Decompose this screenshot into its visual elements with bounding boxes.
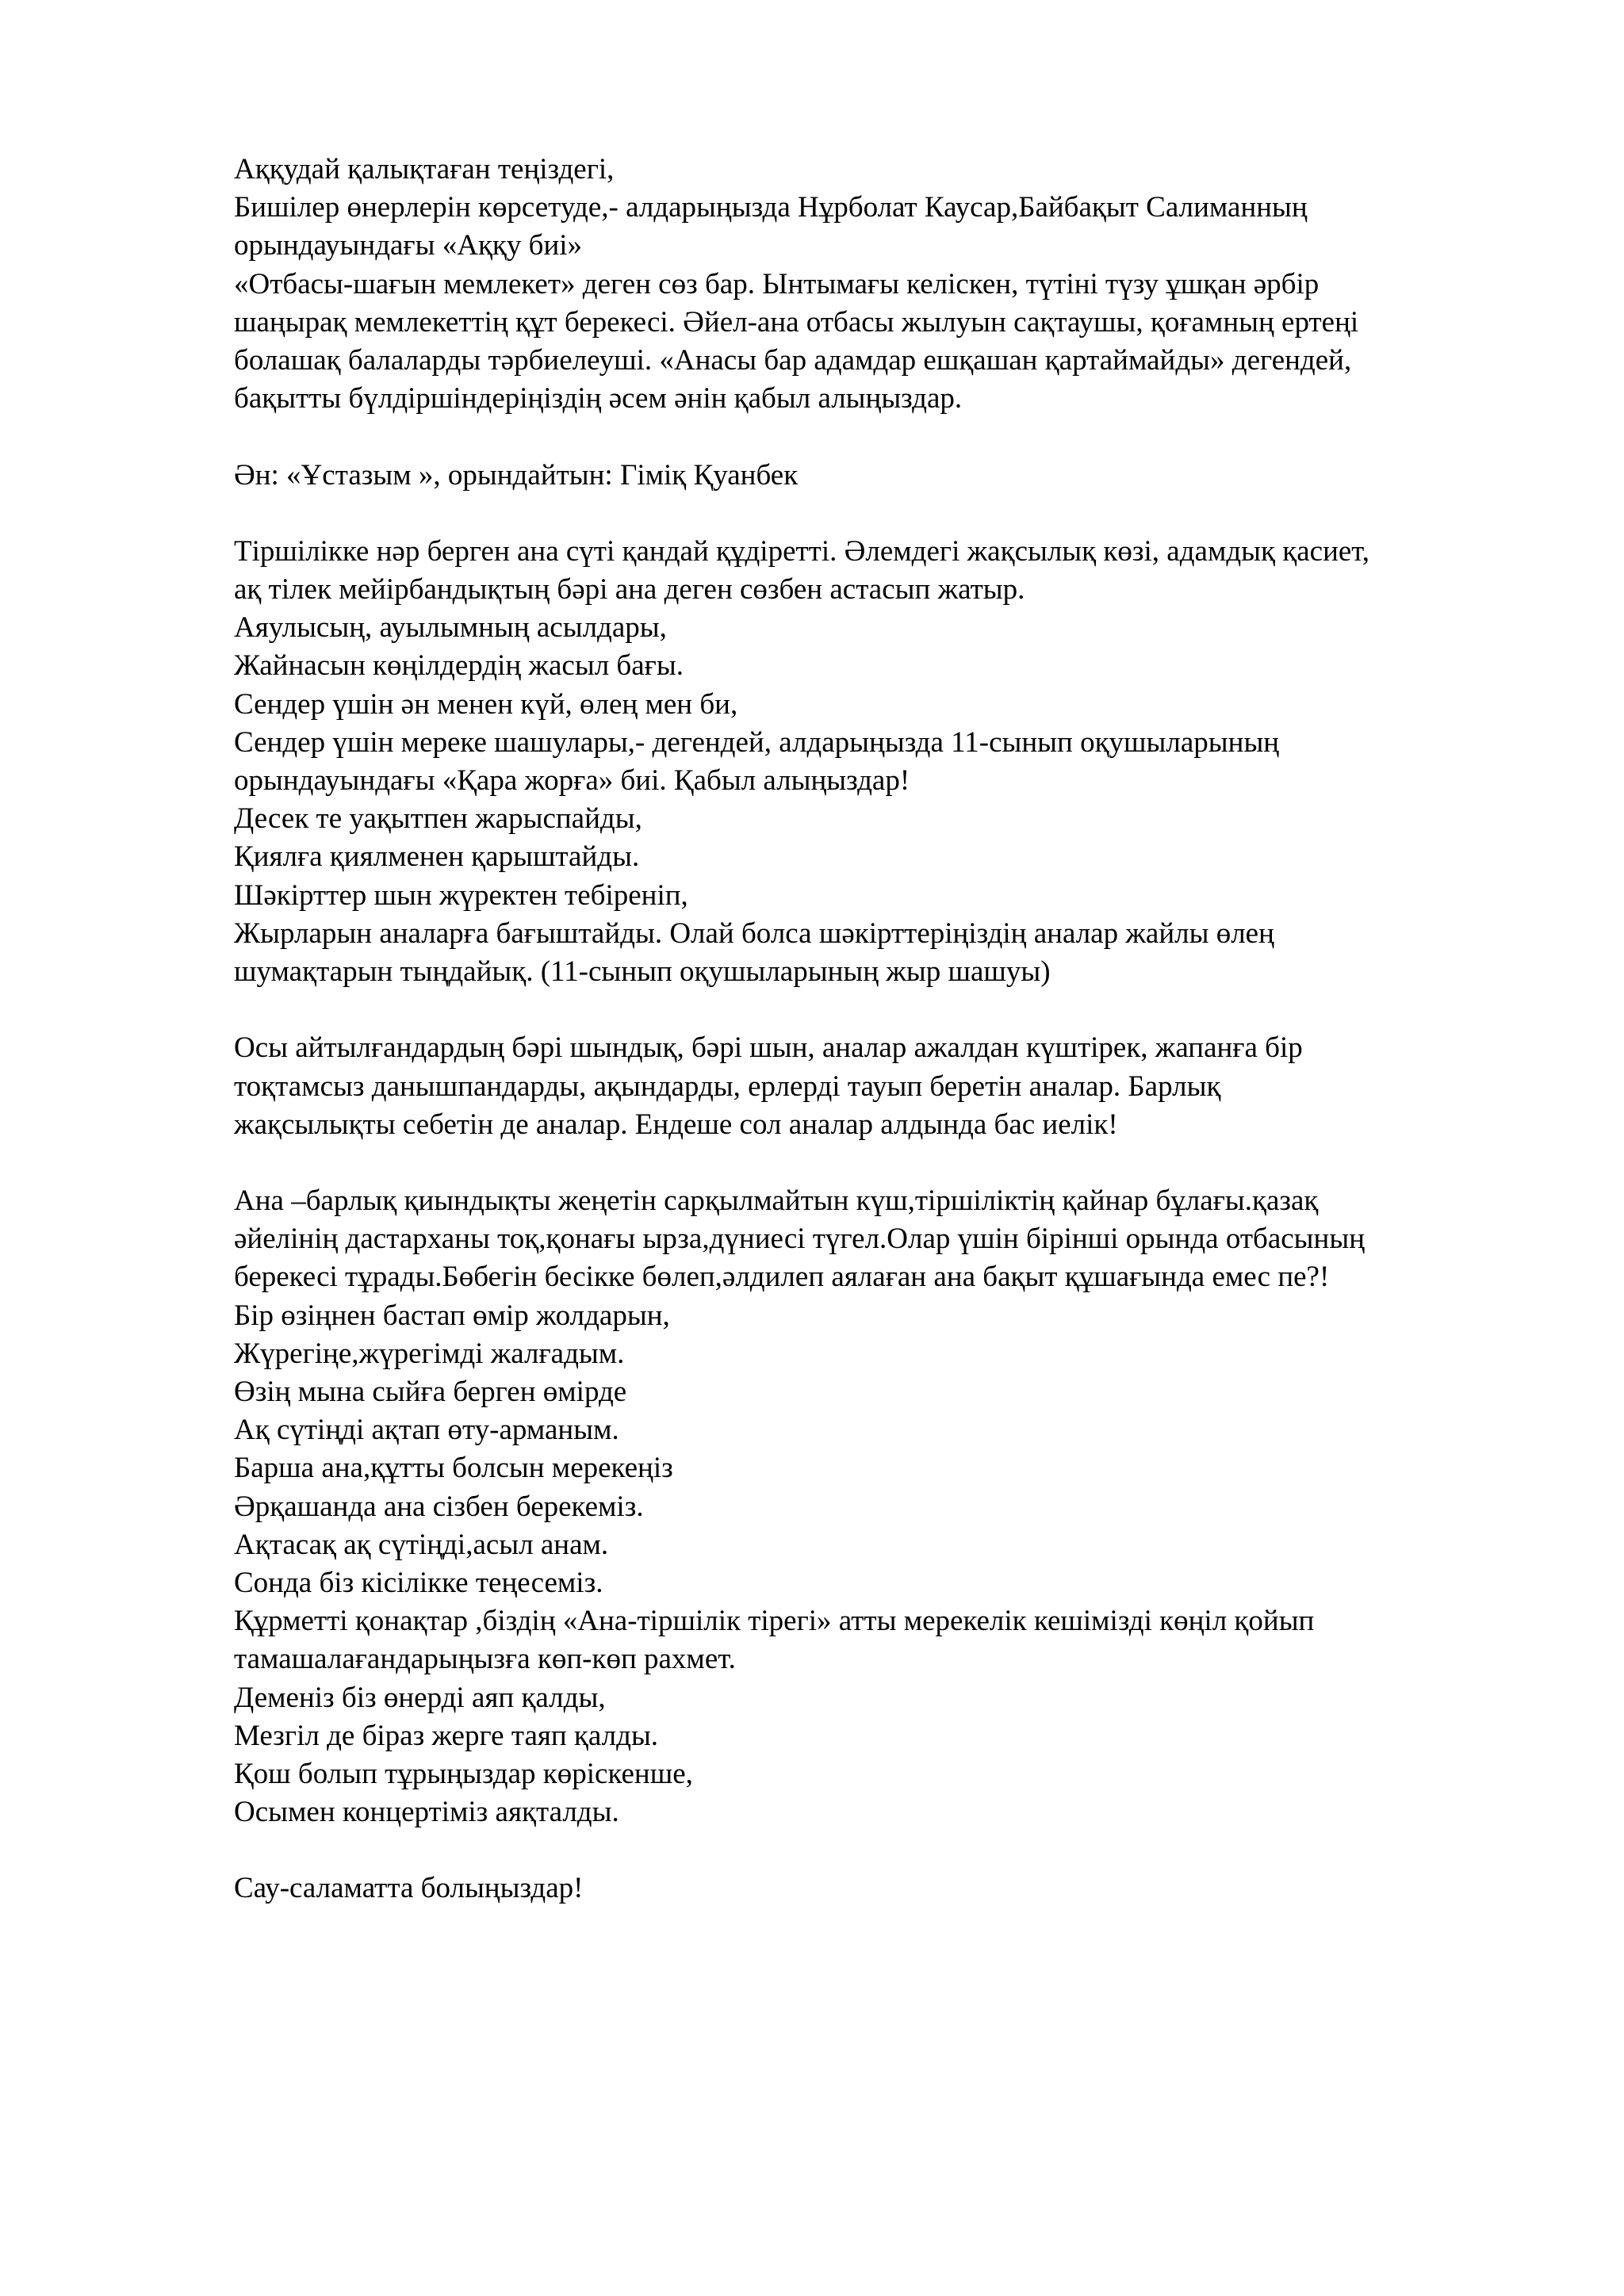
text-line: берекесі тұрады.Бөбегін бесікке бөлеп,әлдилеп аялаған ана бақыт құшағында емес пе?! <box>234 1261 1330 1294</box>
blank-line <box>234 1144 1503 1182</box>
blank-line <box>234 495 1503 533</box>
text-line: Десек те уақытпен жарыспайды, <box>234 802 642 836</box>
blank-line <box>234 1831 1503 1869</box>
text-line: Тіршілікке нәр берген ана сүті қандай құдіретті. Әлемдегі жақсылық көзі, адамдық қасиет, <box>234 534 1369 568</box>
text-line: Мезгіл де біраз жерге таяп қалды. <box>234 1719 659 1752</box>
text-line: Ақ сүтіңді ақтап өту-арманым. <box>234 1414 619 1447</box>
text-line: Ана –барлық қиындықты жеңетін сарқылмайтын күш,тіршіліктің қайнар бұлағы.қазақ <box>234 1184 1319 1218</box>
text-line: Шәкірттер шын жүректен тебіреніп, <box>234 878 688 912</box>
text-line: Барша ана,құтты болсын мерекеңіз <box>234 1452 673 1485</box>
text-line: Сонда біз кісілікке теңесеміз. <box>234 1566 603 1599</box>
text-line: шаңырақ мемлекеттің құт берекесі. Әйел-ана отбасы жылуын сақтаушы, қоғамның ертеңі <box>234 305 1359 339</box>
text-line: орындауындағы «Аққу биі» <box>234 229 583 262</box>
text-line: бақытты бүлдіршіндеріңіздің әсем әнін қабыл алыңыздар. <box>234 382 963 415</box>
text-line: болашақ балаларды тәрбиелеуші. «Анасы бар адамдар ешқашан қартаймайды» дегендей, <box>234 343 1352 377</box>
text-line: Осы айтылғандардың бәрі шындық, бәрі шын, аналар ажалдан күштірек, жапанға бір <box>234 1031 1303 1065</box>
text-line: Өзің мына сыйға берген өмірде <box>234 1376 627 1408</box>
text-line: жақсылықты себетін де аналар. Ендеше сол аналар алдында бас иелік! <box>234 1108 1118 1141</box>
text-line: Аққудай қалықтаған теңіздегі, <box>234 153 615 186</box>
text-line: шумақтарын тыңдайық. (11-сынып оқушыларының жыр шашуы) <box>234 955 1051 988</box>
document-text <box>234 151 1503 1908</box>
blank-line <box>234 991 1503 1029</box>
text-line: Ән: «Ұстазым », орындайтын: Гіміқ Қуанбек <box>234 458 799 492</box>
text-line: Сау-саламатта болыңыздар! <box>234 1872 584 1905</box>
text-line: Деменіз біз өнерді аяп қалды, <box>234 1681 606 1714</box>
text-line: Осымен концертіміз аяқталды. <box>234 1796 619 1829</box>
text-line: Бір өзіңнен бастап өмір жолдарын, <box>234 1299 670 1332</box>
text-line: Сендер үшін ән менен күй, өлең мен би, <box>234 687 738 721</box>
text-line: тоқтамсыз данышпандарды, ақындарды, ерлерді тауып беретін аналар. Барлық <box>234 1070 1221 1103</box>
text-line: әйелінің дастарханы тоқ,қонағы ырза,дүниесі түгел.Олар үшін бірінші орында отбасының <box>234 1223 1365 1256</box>
blank-line <box>234 418 1503 456</box>
text-line: «Отбасы-шағын мемлекет» деген сөз бар. Ынтымағы келіскен, түтіні түзу ұшқан әрбір <box>234 267 1320 300</box>
text-line: Ақтасақ ақ сүтіңді,асыл анам. <box>234 1528 609 1561</box>
text-line: Аяулысың, ауылымның асылдары, <box>234 611 667 645</box>
text-line: Сендер үшін мереке шашулары,- дегендей, алдарыңызда 11-сынып оқушыларының <box>234 725 1280 759</box>
text-line: Жүрегіңе,жүрегімді жалғадым. <box>234 1337 625 1370</box>
text-line: Әрқашанда ана сізбен берекеміз. <box>234 1490 644 1523</box>
text-line: Бишілер өнерлерін көрсетуде,- алдарыңызда Нұрболат Каусар,Байбақыт Салиманның <box>234 191 1308 224</box>
text-line: ақ тілек мейірбандықтың бәрі ана деген сөзбен астасып жатыр. <box>234 573 1025 607</box>
text-line: Қиялға қиялменен қарыштайды. <box>234 840 640 874</box>
text-line: орындауындағы «Қара жорға» биі. Қабыл алыңыздар! <box>234 764 910 797</box>
text-line: Жырларын аналарға бағыштайды. Олай болса шәкірттеріңіздің аналар жайлы өлең <box>234 916 1274 950</box>
text-line: тамашалағандарыңызға көп-көп рахмет. <box>234 1643 736 1676</box>
text-line: Жайнасын көңілдердің жасыл бағы. <box>234 649 684 683</box>
text-line: Қош болып тұрыңыздар көріскенше, <box>234 1757 693 1790</box>
text-line: Құрметті қонақтар ,біздің «Ана-тіршілік тірегі» атты мерекелік кешімізді көңіл қойып <box>234 1605 1315 1638</box>
